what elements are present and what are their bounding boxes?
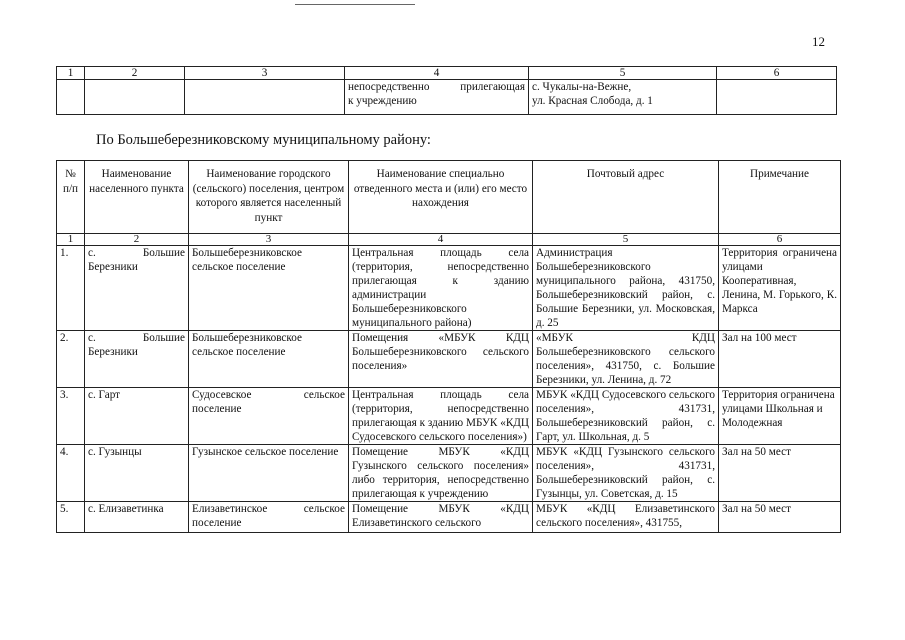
municipality-cell: Елизаветинское сельское поселение — [189, 502, 349, 533]
header-municipality: Наименование городского (сельского) поселения, центром которого является населенный пункт — [189, 161, 349, 234]
settlement-cell: с. Гарт — [85, 388, 189, 445]
settlement-cell: с. Большие Березники — [85, 246, 189, 331]
table-row — [57, 502, 841, 533]
header-place: Наименование специально отведенного места и (или) его место нахождения — [349, 161, 533, 234]
table-row — [57, 331, 841, 388]
row-number: 4. — [57, 445, 85, 502]
column-number: 6 — [717, 67, 837, 80]
municipality-cell: Большеберезниковское сельское поселение — [189, 246, 349, 331]
column-number-row — [57, 67, 837, 80]
column-number-row — [57, 234, 841, 246]
note-cell: Территория ограничена улицами Школьная и Молодежная — [719, 388, 841, 445]
table-cell — [85, 80, 185, 115]
municipality-cell: Большеберезниковское сельское поселение — [189, 331, 349, 388]
places-table — [56, 160, 841, 533]
column-number: 5 — [533, 234, 719, 246]
column-number: 2 — [85, 67, 185, 80]
row-number: 2. — [57, 331, 85, 388]
section-title: По Большеберезниковскому муниципальному району: — [96, 132, 431, 148]
column-number: 4 — [349, 234, 533, 246]
address-cell: МБУК «КДЦ Гузынского сельского поселения», 431731, Большеберезниковский район, с. Гузынцы, ул. Советская, д. 15 — [533, 445, 719, 502]
place-cell: Помещения «МБУК КДЦ Большеберезниковского сельского поселения» — [349, 331, 533, 388]
place-cell: Центральная площадь села (территория, непосредственно прилегающая к зданию МБУК «КДЦ Судосевского сельского поселения») — [349, 388, 533, 445]
column-number: 3 — [185, 67, 345, 80]
settlement-cell: с. Большие Березники — [85, 331, 189, 388]
note-cell: Зал на 50 мест — [719, 445, 841, 502]
column-number: 5 — [529, 67, 717, 80]
header-address: Почтовый адрес — [533, 161, 719, 234]
header-num: № п/п — [57, 161, 85, 234]
settlement-cell: с. Гузынцы — [85, 445, 189, 502]
column-number: 1 — [57, 67, 85, 80]
municipality-cell: Гузынское сельское поселение — [189, 445, 349, 502]
address-cell: с. Чукалы-на-Вежне, ул. Красная Слобода, д. 1 — [529, 80, 717, 115]
address-cell: Администрация Большеберезниковского муниципального района, 431750, Большеберезниковский район, с. Большие Березники, ул. Московская, д. 25 — [533, 246, 719, 331]
table-row — [57, 388, 841, 445]
settlement-cell: с. Елизаветинка — [85, 502, 189, 533]
page-number: 12 — [812, 34, 825, 49]
place-cell: непосредственно прилегающая к учреждению — [345, 80, 529, 115]
column-number: 3 — [189, 234, 349, 246]
table-cell — [717, 80, 837, 115]
header-row — [57, 161, 841, 234]
continuation-table — [56, 66, 837, 115]
address-cell: МБУК «КДЦ Елизаветинского сельского поселения», 431755, — [533, 502, 719, 533]
row-number: 3. — [57, 388, 85, 445]
header-settlement: Наименование населенного пункта — [85, 161, 189, 234]
column-number: 6 — [719, 234, 841, 246]
table-row — [57, 80, 837, 115]
column-number: 1 — [57, 234, 85, 246]
table-row — [57, 445, 841, 502]
place-cell: Центральная площадь села (территория, непосредственно прилегающая к зданию администрации Большеберезниковского муниципального района) — [349, 246, 533, 331]
row-number: 5. — [57, 502, 85, 533]
table-cell — [57, 80, 85, 115]
address-cell: «МБУК КДЦ Большеберезниковского сельского поселения», 431750, с. Большие Березники, ул. Ленина, д. 72 — [533, 331, 719, 388]
column-number: 2 — [85, 234, 189, 246]
note-cell: Зал на 100 мест — [719, 331, 841, 388]
table-cell — [185, 80, 345, 115]
note-cell: Территория ограничена улицами Кооперативная, Ленина, М. Горького, К. Маркса — [719, 246, 841, 331]
municipality-cell: Судосевское сельское поселение — [189, 388, 349, 445]
scan-artifact-line — [295, 4, 415, 5]
row-number: 1. — [57, 246, 85, 331]
column-number: 4 — [345, 67, 529, 80]
note-cell: Зал на 50 мест — [719, 502, 841, 533]
table-row — [57, 246, 841, 331]
address-cell: МБУК «КДЦ Судосевского сельского поселения», 431731, Большеберезниковский район, с. Гарт, ул. Школьная, д. 5 — [533, 388, 719, 445]
place-cell: Помещение МБУК «КДЦ Елизаветинского сельского — [349, 502, 533, 533]
header-note: Примечание — [719, 161, 841, 234]
place-cell: Помещение МБУК «КДЦ Гузынского сельского поселения» либо территория, непосредственно прилегающая к учреждению — [349, 445, 533, 502]
